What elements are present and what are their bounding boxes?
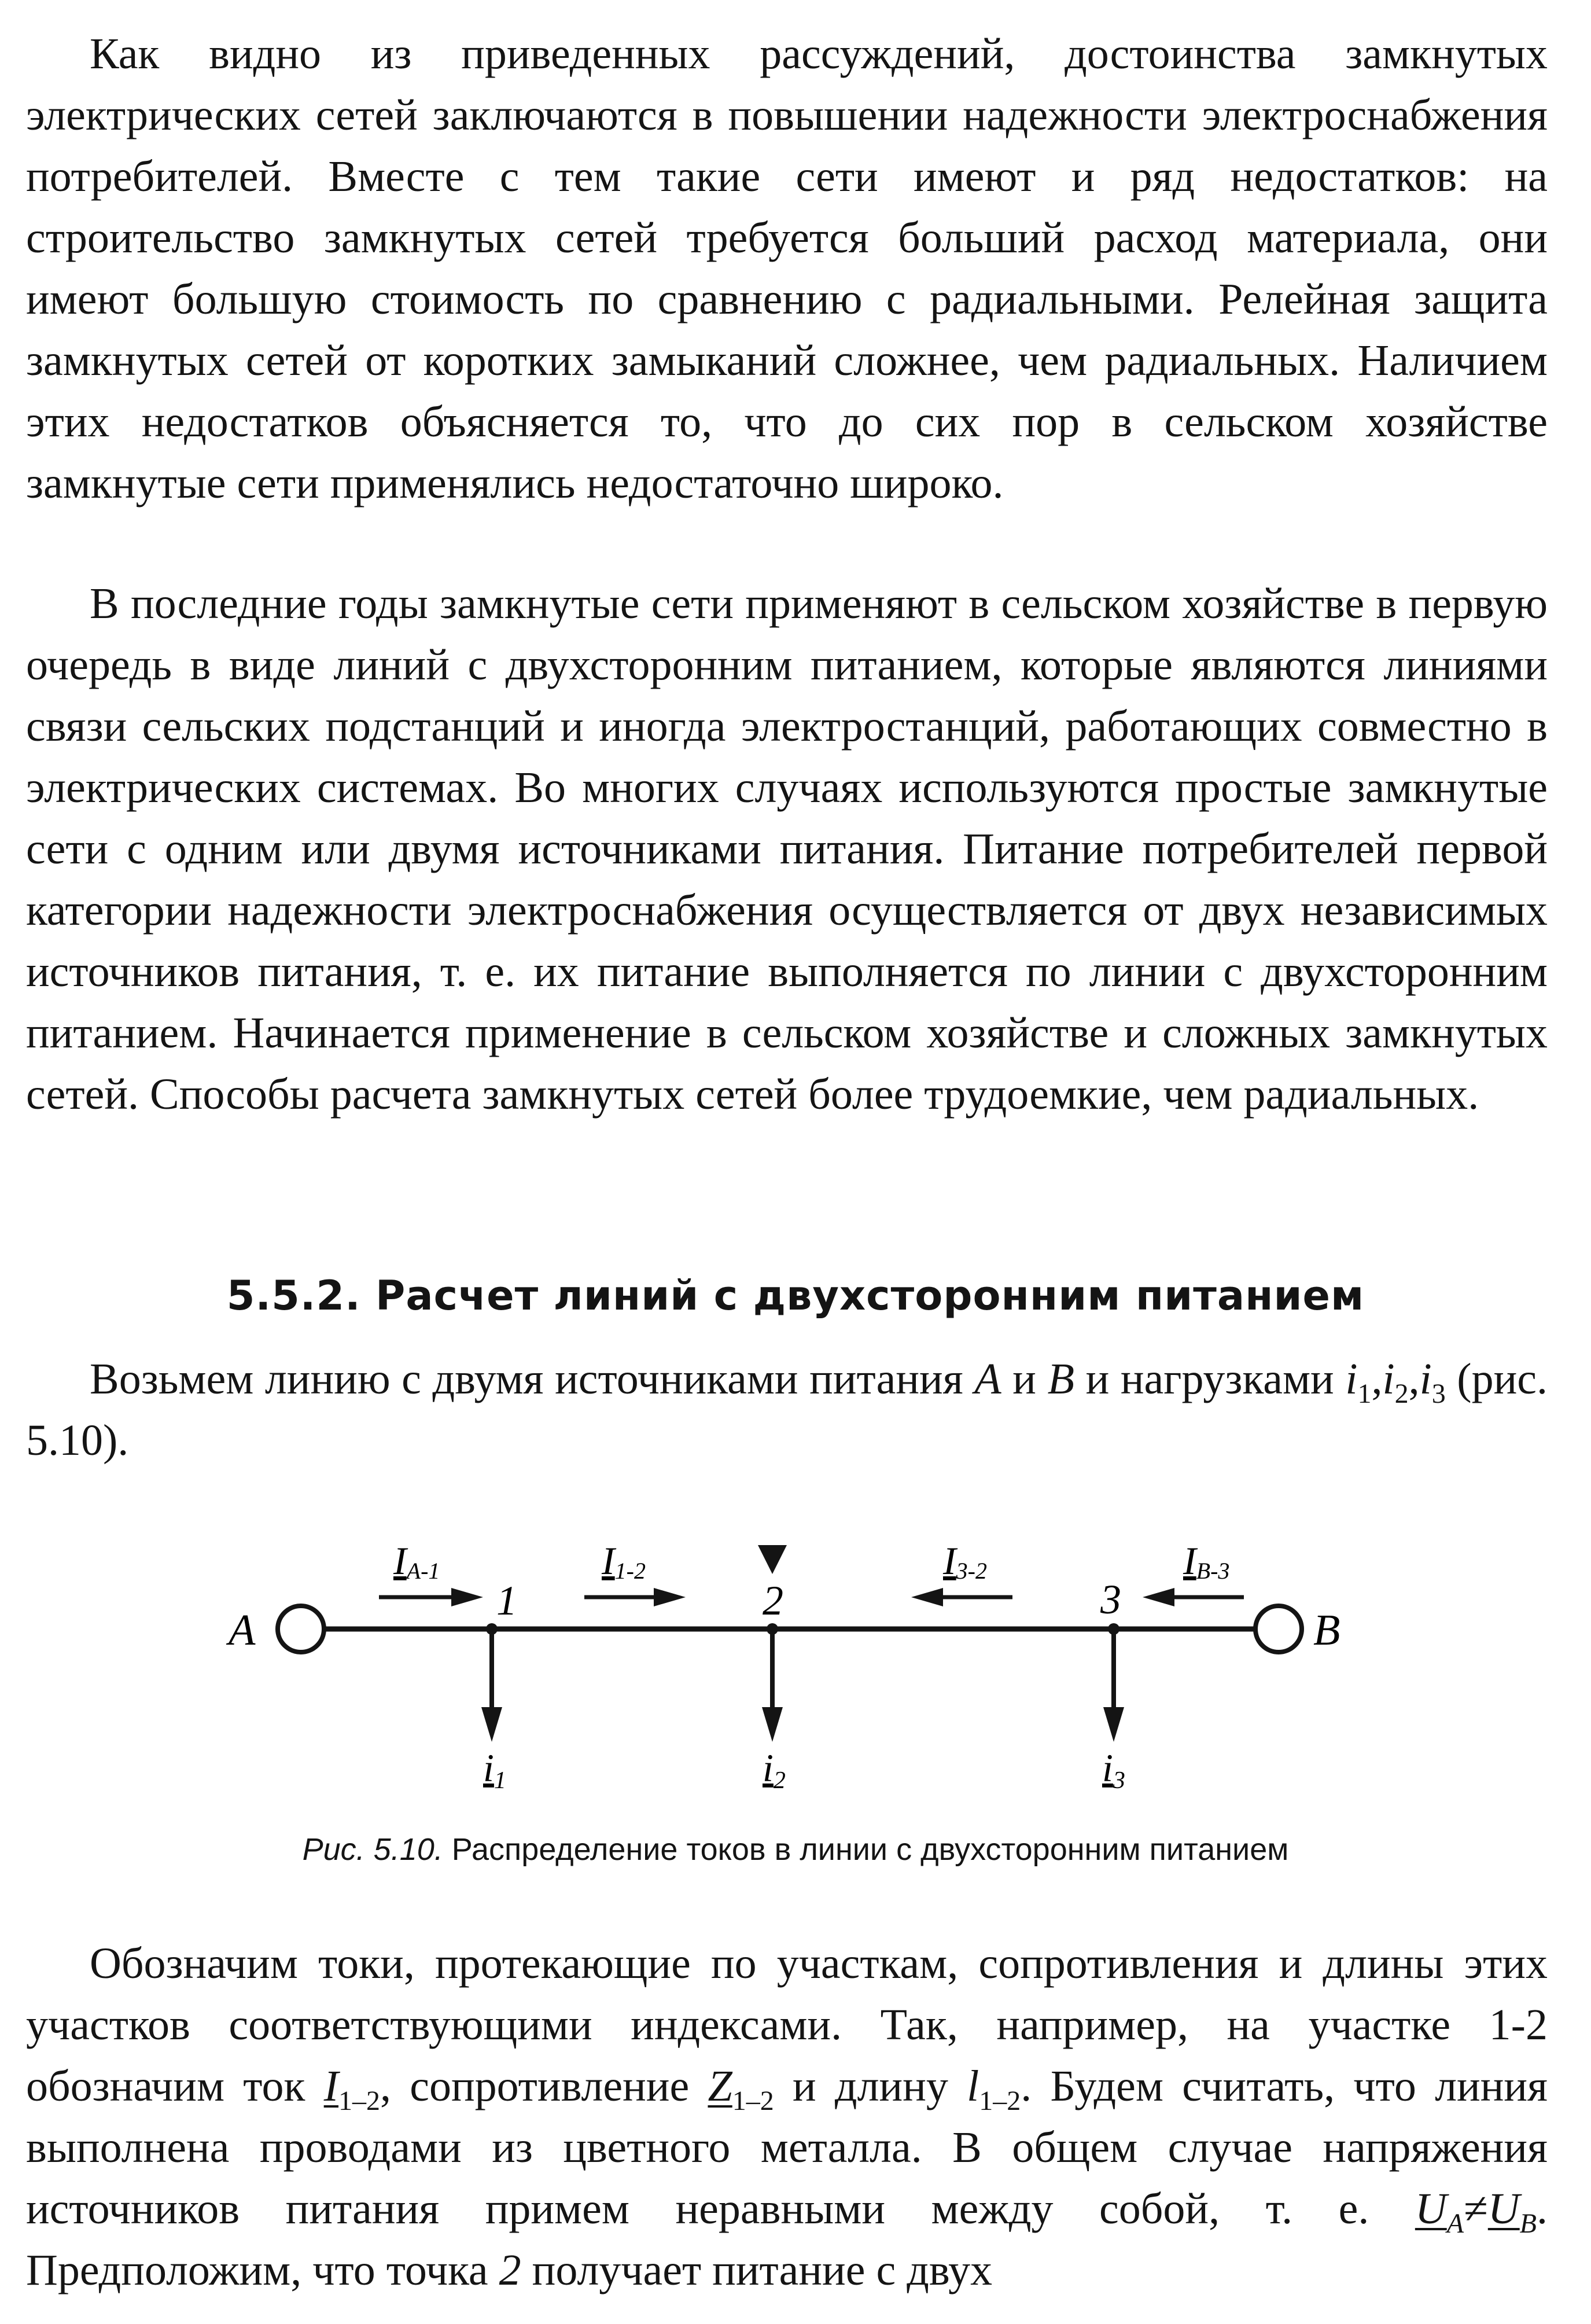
source-a-label: A [229, 1606, 256, 1654]
figure-caption [0, 1832, 1591, 1867]
voltage-ub-sub: B [1519, 2208, 1537, 2240]
text-run: Возьмем линию с двумя источниками питания [90, 1355, 975, 1403]
current-i-sub: 1–2 [338, 2086, 381, 2117]
text-run: . Предположим, что точка [26, 2185, 1548, 2294]
flow-a-1-sub: A-1 [406, 1558, 440, 1584]
impedance-z-symbol: Z [708, 2062, 732, 2110]
flow-arrow-1-2 [584, 1588, 686, 1606]
line-diagram [0, 1516, 1591, 1817]
node-2-label: 2 [763, 1577, 783, 1624]
current-i-symbol: I [323, 2062, 339, 2110]
text-run: Обозначим токи, протекающие по участкам, сопротивления и длины этих участков соответствующими индексами. Так, например, на участке 1-2 обозначим ток [26, 1939, 1548, 2110]
flow-1-2-letter: I [602, 1539, 615, 1583]
text-run: получает питание с двух [521, 2246, 993, 2294]
flow-label-b-3 [1183, 1539, 1229, 1584]
load-i1-sub: 1 [1357, 1378, 1372, 1410]
text-run: и длину [774, 2062, 967, 2110]
flow-a-1-letter: I [393, 1539, 407, 1583]
source-a-circle [278, 1606, 324, 1652]
flow-1-2-sub: 1-2 [614, 1558, 646, 1584]
flow-arrow-3-2 [911, 1588, 1012, 1606]
flow-label-1-2 [601, 1539, 646, 1584]
text-run: , сопротивление [380, 2062, 708, 2110]
load-2-sub: 2 [773, 1767, 786, 1794]
comma: , [1371, 1355, 1383, 1403]
load-arrow-1 [481, 1629, 502, 1742]
load-i3-sub: 3 [1431, 1378, 1446, 1410]
not-equal-sign: ≠ [1464, 2185, 1488, 2233]
section-intro-paragraph [26, 1348, 1548, 1471]
load-2-label [763, 1746, 786, 1794]
load-2-letter: i [763, 1746, 774, 1790]
flow-arrow-a-1 [379, 1588, 483, 1606]
source-b-label: B [1313, 1606, 1340, 1654]
flow-b-3-letter: I [1183, 1539, 1196, 1583]
section-heading: 5.5.2. Расчет линий с двухсторонним питанием [226, 1272, 1365, 1319]
division-point-icon [758, 1545, 787, 1574]
voltage-ua-sub: A [1446, 2208, 1464, 2240]
voltage-ub-symbol: U [1487, 2185, 1520, 2233]
length-l-sub: 1–2 [979, 2086, 1021, 2117]
text-run: . Будем считать, что линия выполнена проводами из цветного металла. В общем случае напряжения источников питания примем неравными между собой, т. е. [26, 2062, 1548, 2233]
load-3-sub: 3 [1113, 1767, 1125, 1794]
load-i2-sub: 2 [1394, 1378, 1409, 1410]
flow-arrow-b-3 [1143, 1588, 1244, 1606]
text-run: и нагрузками [1074, 1355, 1346, 1403]
comma: , [1408, 1355, 1420, 1403]
load-i1-letter: i [1345, 1355, 1358, 1403]
load-3-label [1102, 1746, 1125, 1794]
caption-label: Рис. 5.10. [302, 1832, 443, 1867]
load-3-letter: i [1102, 1746, 1113, 1790]
intro-paragraph: Как видно из приведенных рассуждений, достоинства замкнутых электрических сетей заключаются в повышении надежности электроснабжения потребителей. Вместе с тем такие сети имеют и ряд недостатков: на строительство замкнутых сетей требуется больший расход материала, они имеют большую стоимость по сравнению с радиальными. Релейная защита замкнутых сетей от коротких замыканий сложнее, чем радиальных. Наличием этих недостатков объясняется то, что до сих пор в сельском хозяйстве замкнутые сети применялись недостаточно широко. [26, 30, 1548, 508]
text-run: (рис. 5.10). [26, 1355, 1548, 1465]
voltage-ua-symbol: U [1415, 2185, 1447, 2233]
load-i2-letter: i [1382, 1355, 1395, 1403]
flow-label-3-2 [942, 1539, 987, 1584]
load-i3-letter: i [1419, 1355, 1432, 1403]
load-arrow-2 [762, 1629, 783, 1742]
length-l-symbol: l [967, 2062, 979, 2110]
flow-3-2-sub: 3-2 [956, 1558, 987, 1584]
text-run: и [1001, 1355, 1048, 1403]
load-1-sub: 1 [493, 1767, 506, 1794]
source-b-ref: B [1047, 1355, 1075, 1403]
caption-text: Распределение токов в линии с двухсторонним питанием [443, 1832, 1289, 1867]
flow-b-3-sub: B-3 [1196, 1558, 1230, 1584]
flow-3-2-letter: I [943, 1539, 956, 1583]
node-1-label: 1 [496, 1577, 517, 1624]
load-arrow-3 [1103, 1629, 1124, 1742]
second-paragraph: В последние годы замкнутые сети применяют в сельском хозяйстве в первую очередь в виде линий с двухсторонним питанием, которые являются линиями связи сельских подстанций и иногда электростанций, работающих совместно в электрических системах. Во многих случаях используются простые замкнутые сети с одним или двумя источниками питания. Питание потребителей первой категории надежности электроснабжения осуществляется от двух независимых источников питания, т. е. их питание выполняется по линии с двухсторонним питанием. Начинается применение в сельском хозяйстве и сложных замкнутых сетей. Способы расчета замкнутых сетей более трудоемкие, чем радиальных. [26, 579, 1548, 1119]
node-3-label: 3 [1100, 1576, 1121, 1623]
point-2-ref: 2 [499, 2246, 521, 2294]
load-1-letter: i [483, 1746, 494, 1790]
source-a-ref: A [974, 1355, 1001, 1403]
load-1-label [483, 1746, 506, 1794]
flow-label-a-1 [393, 1539, 440, 1584]
final-paragraph [26, 1933, 1548, 2301]
figure-5-10 [0, 1516, 1591, 1817]
impedance-z-sub: 1–2 [732, 2086, 774, 2117]
source-b-circle [1255, 1606, 1302, 1652]
